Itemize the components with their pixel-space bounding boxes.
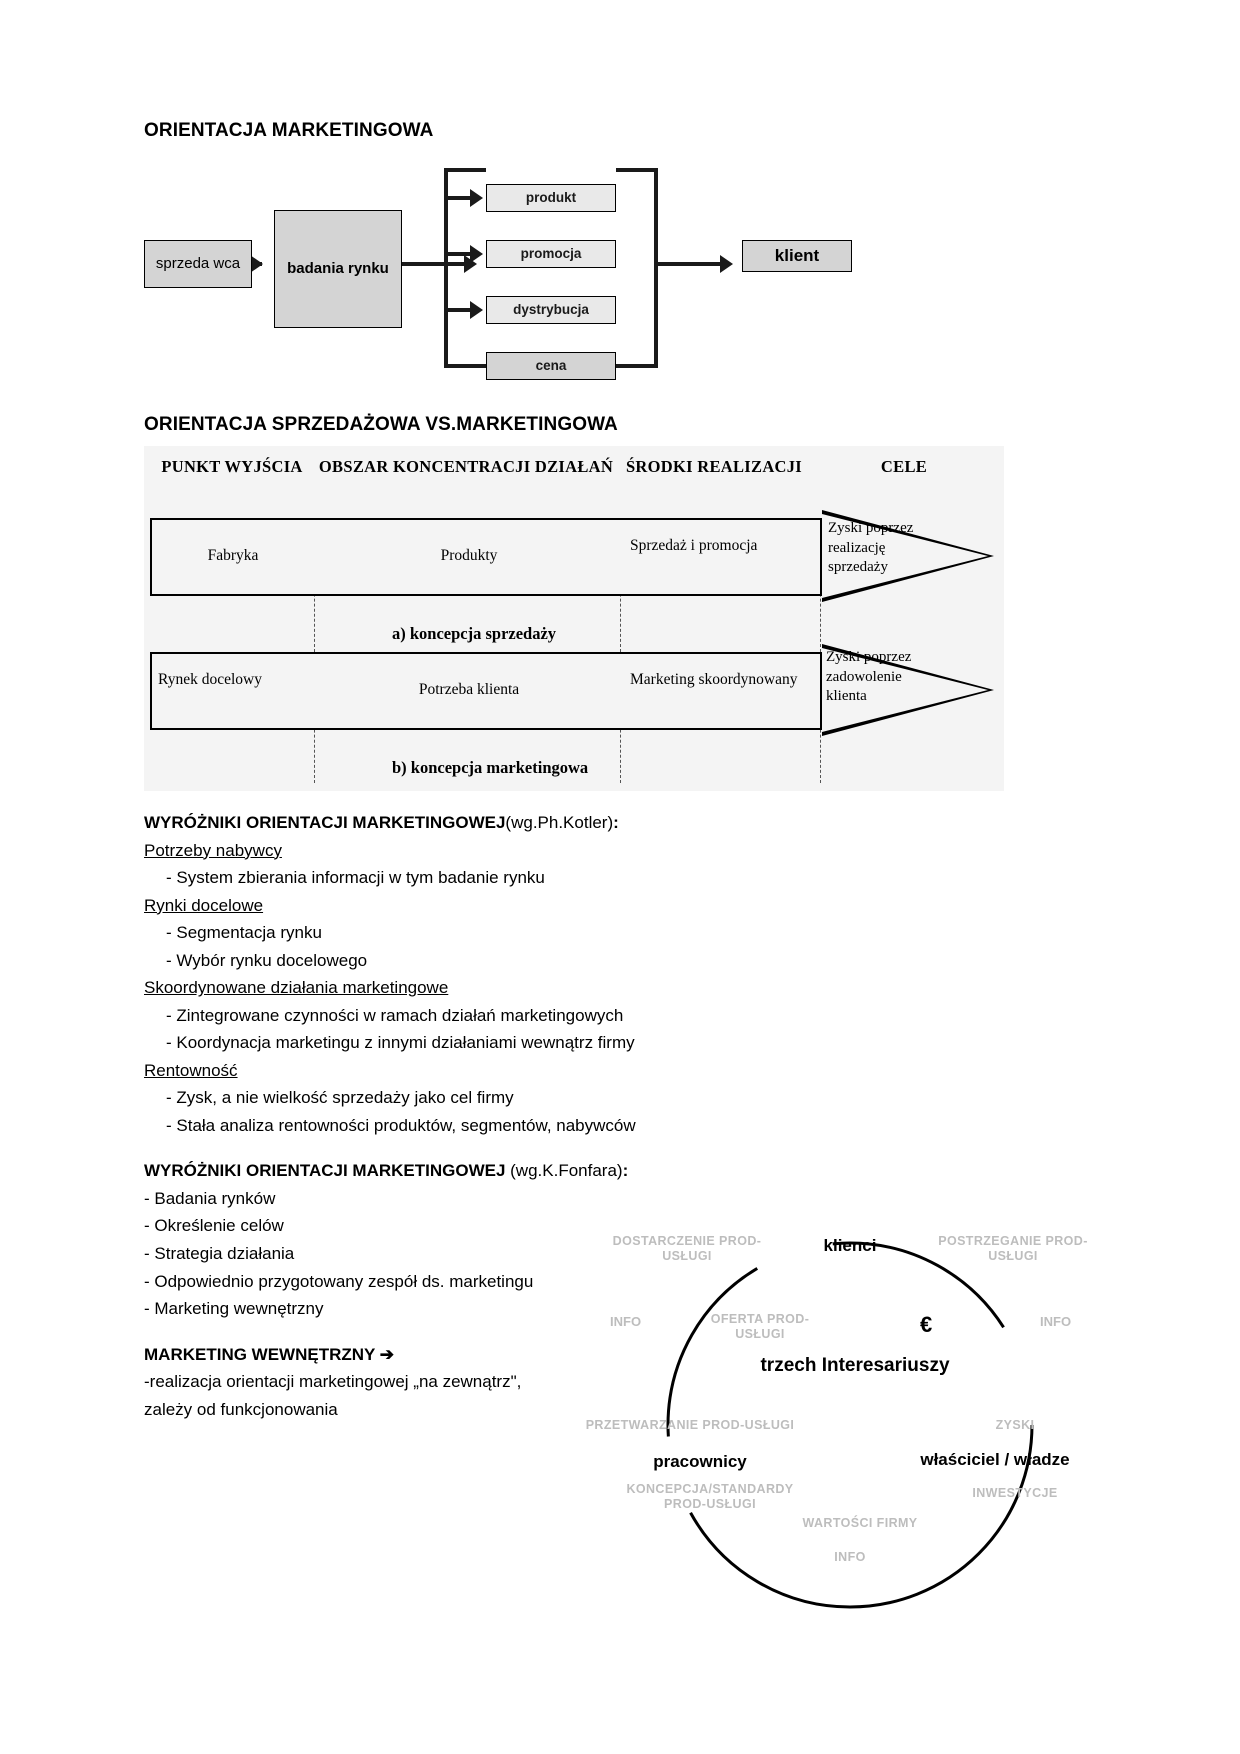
kotler-group-item: - Zintegrowane czynności w ramach działań marketingowych bbox=[166, 1005, 624, 1025]
label-dostarczenie-prod-uslugi: DOSTARCZENIE PROD-USŁUGI bbox=[612, 1234, 762, 1263]
kotler-group-title: Rynki docelowe bbox=[144, 895, 264, 915]
arrow-icon bbox=[470, 189, 483, 207]
box-promocja: promocja bbox=[486, 240, 616, 268]
cell-zyski-sprzedaz: Zyski poprzez realizację sprzedaży bbox=[828, 520, 914, 575]
label-przetwarzanie-prod-uslugi: PRZETWARZANIE PROD-USŁUGI bbox=[585, 1418, 795, 1432]
label-inwestycje: INWESTYCJE bbox=[972, 1486, 1058, 1500]
connector-line bbox=[444, 364, 486, 368]
connector-line bbox=[654, 168, 658, 368]
caption-koncepcja-sprzedazy: a) koncepcja sprzedaży bbox=[392, 624, 557, 643]
connector-line bbox=[616, 364, 658, 368]
arrow-icon bbox=[470, 245, 483, 263]
fonfara-heading-bold: WYRÓŻNIKI ORIENTACJI MARKETINGOWEJ bbox=[144, 1161, 506, 1181]
kotler-heading-bold: WYRÓŻNIKI ORIENTACJI MARKETINGOWEJ bbox=[144, 813, 506, 832]
kotler-group-item: - Koordynacja marketingu z innymi działaniami wewnątrz firmy bbox=[166, 1033, 635, 1053]
kotler-group-item: - System zbierania informacji w tym badanie rynku bbox=[166, 868, 545, 888]
label-zyski: ZYSKI bbox=[995, 1418, 1035, 1432]
cell-marketing-skoordynowany: Marketing skoordynowany bbox=[630, 671, 798, 688]
box-dystrybucja: dystrybucja bbox=[486, 296, 616, 324]
cell-potrzeba-klienta: Potrzeba klienta bbox=[418, 681, 520, 698]
arrow-icon bbox=[470, 301, 483, 319]
box-cena: cena bbox=[486, 352, 616, 380]
section-kotler bbox=[144, 809, 1104, 1139]
label-pracownicy: pracownicy bbox=[653, 1452, 747, 1471]
cell-rynek-docelowy: Rynek docelowy bbox=[158, 671, 262, 688]
label-klienci: klienci bbox=[823, 1236, 877, 1255]
marketing-wewnetrzny-body: -realizacja orientacji marketingowej „na zewnątrz", zależy od funkcjonowania bbox=[144, 1372, 522, 1419]
label-oferta-prod-uslugi: OFERTA PROD-USŁUGI bbox=[710, 1312, 810, 1341]
marketing-wewnetrzny-heading-text: MARKETING WEWNĘTRZNY bbox=[144, 1344, 376, 1364]
cell-zyski-zadowolenie: Zyski poprzez zadowolenie klienta bbox=[826, 649, 912, 704]
connector-line bbox=[448, 308, 472, 312]
page-title-orientacja-sprzedazowa: ORIENTACJA SPRZEDAŻOWA VS.MARKETINGOWA bbox=[144, 414, 618, 435]
label-info-bottom: INFO bbox=[834, 1550, 866, 1564]
label-wlasciciel-wladze: właściciel / władze bbox=[920, 1450, 1070, 1469]
box-badania-rynku: badania rynku bbox=[274, 210, 402, 328]
arrow-right-icon: ➔ bbox=[379, 1344, 395, 1364]
connector-line bbox=[658, 262, 722, 266]
diagram-orientacja-marketingowa bbox=[144, 152, 844, 392]
kotler-group-item: - Stała analiza rentowności produktów, segmentów, nabywców bbox=[166, 1115, 636, 1135]
label-info-right: INFO bbox=[1040, 1314, 1072, 1329]
kotler-group-title: Rentowność bbox=[144, 1060, 238, 1080]
kotler-heading-rest: (wg.Ph.Kotler) bbox=[505, 813, 614, 832]
cell-produkty: Produkty bbox=[440, 547, 498, 564]
connector-line bbox=[616, 168, 658, 172]
fonfara-item: - Badania rynków bbox=[144, 1188, 276, 1208]
table-header-punkt-wyjscia: PUNKT WYJŚCIA bbox=[161, 457, 303, 476]
arrow-icon bbox=[720, 255, 733, 273]
connector-line bbox=[444, 168, 486, 172]
box-klient: klient bbox=[742, 240, 852, 272]
fonfara-item: - Określenie celów bbox=[144, 1216, 284, 1236]
box-produkt: produkt bbox=[486, 184, 616, 212]
kotler-heading bbox=[144, 809, 1104, 837]
fonfara-heading-colon: : bbox=[622, 1161, 629, 1181]
kotler-group-title: Potrzeby nabywcy bbox=[144, 840, 282, 860]
table-header-cele: CELE bbox=[880, 457, 928, 476]
diagram-trzech-interesariuszy bbox=[585, 1220, 1100, 1640]
page-title-orientacja-marketingowa: ORIENTACJA MARKETINGOWA bbox=[144, 120, 434, 141]
cell-sprzedaz-promocja: Sprzedaż i promocja bbox=[630, 537, 758, 554]
label-center-trzech-interesariuszy: trzech Interesariuszy bbox=[760, 1355, 950, 1376]
euro-icon: € bbox=[920, 1312, 933, 1337]
diagram-koncepcje-table bbox=[144, 446, 1004, 791]
connector-line bbox=[402, 262, 466, 266]
fonfara-item: - Strategia działania bbox=[144, 1243, 295, 1263]
fonfara-item: - Marketing wewnętrzny bbox=[144, 1299, 324, 1319]
kotler-group-item: - Wybór rynku docelowego bbox=[166, 950, 368, 970]
kotler-heading-colon: : bbox=[613, 813, 619, 832]
label-info-left: INFO bbox=[610, 1314, 642, 1329]
fonfara-item: - Odpowiednio przygotowany zespół ds. marketingu bbox=[144, 1271, 534, 1291]
connector-line bbox=[448, 252, 472, 256]
table-header-obszar: OBSZAR KONCENTRACJI DZIAŁAŃ bbox=[318, 457, 614, 476]
kotler-group-item: - Zysk, a nie wielkość sprzedaży jako cel firmy bbox=[166, 1088, 514, 1108]
connector-line bbox=[448, 196, 472, 200]
label-wartosci-firmy: WARTOŚCI FIRMY bbox=[802, 1516, 918, 1530]
kotler-group-title: Skoordynowane działania marketingowe bbox=[144, 978, 449, 998]
cell-fabryka: Fabryka bbox=[207, 547, 259, 564]
fonfara-heading-rest: (wg.K.Fonfara) bbox=[505, 1161, 623, 1181]
box-sprzedawca: sprzeda wca bbox=[144, 240, 252, 288]
label-postrzeganie-prod-uslugi: POSTRZEGANIE PROD-USŁUGI bbox=[938, 1234, 1088, 1263]
fonfara-heading bbox=[144, 1157, 1104, 1185]
kotler-group-item: - Segmentacja rynku bbox=[166, 923, 322, 943]
caption-koncepcja-marketingowa: b) koncepcja marketingowa bbox=[392, 758, 589, 777]
table-header-srodki: ŚRODKI REALIZACJI bbox=[625, 457, 803, 476]
label-koncepcja-standardy: KONCEPCJA/STANDARDY PROD-USŁUGI bbox=[626, 1482, 794, 1511]
